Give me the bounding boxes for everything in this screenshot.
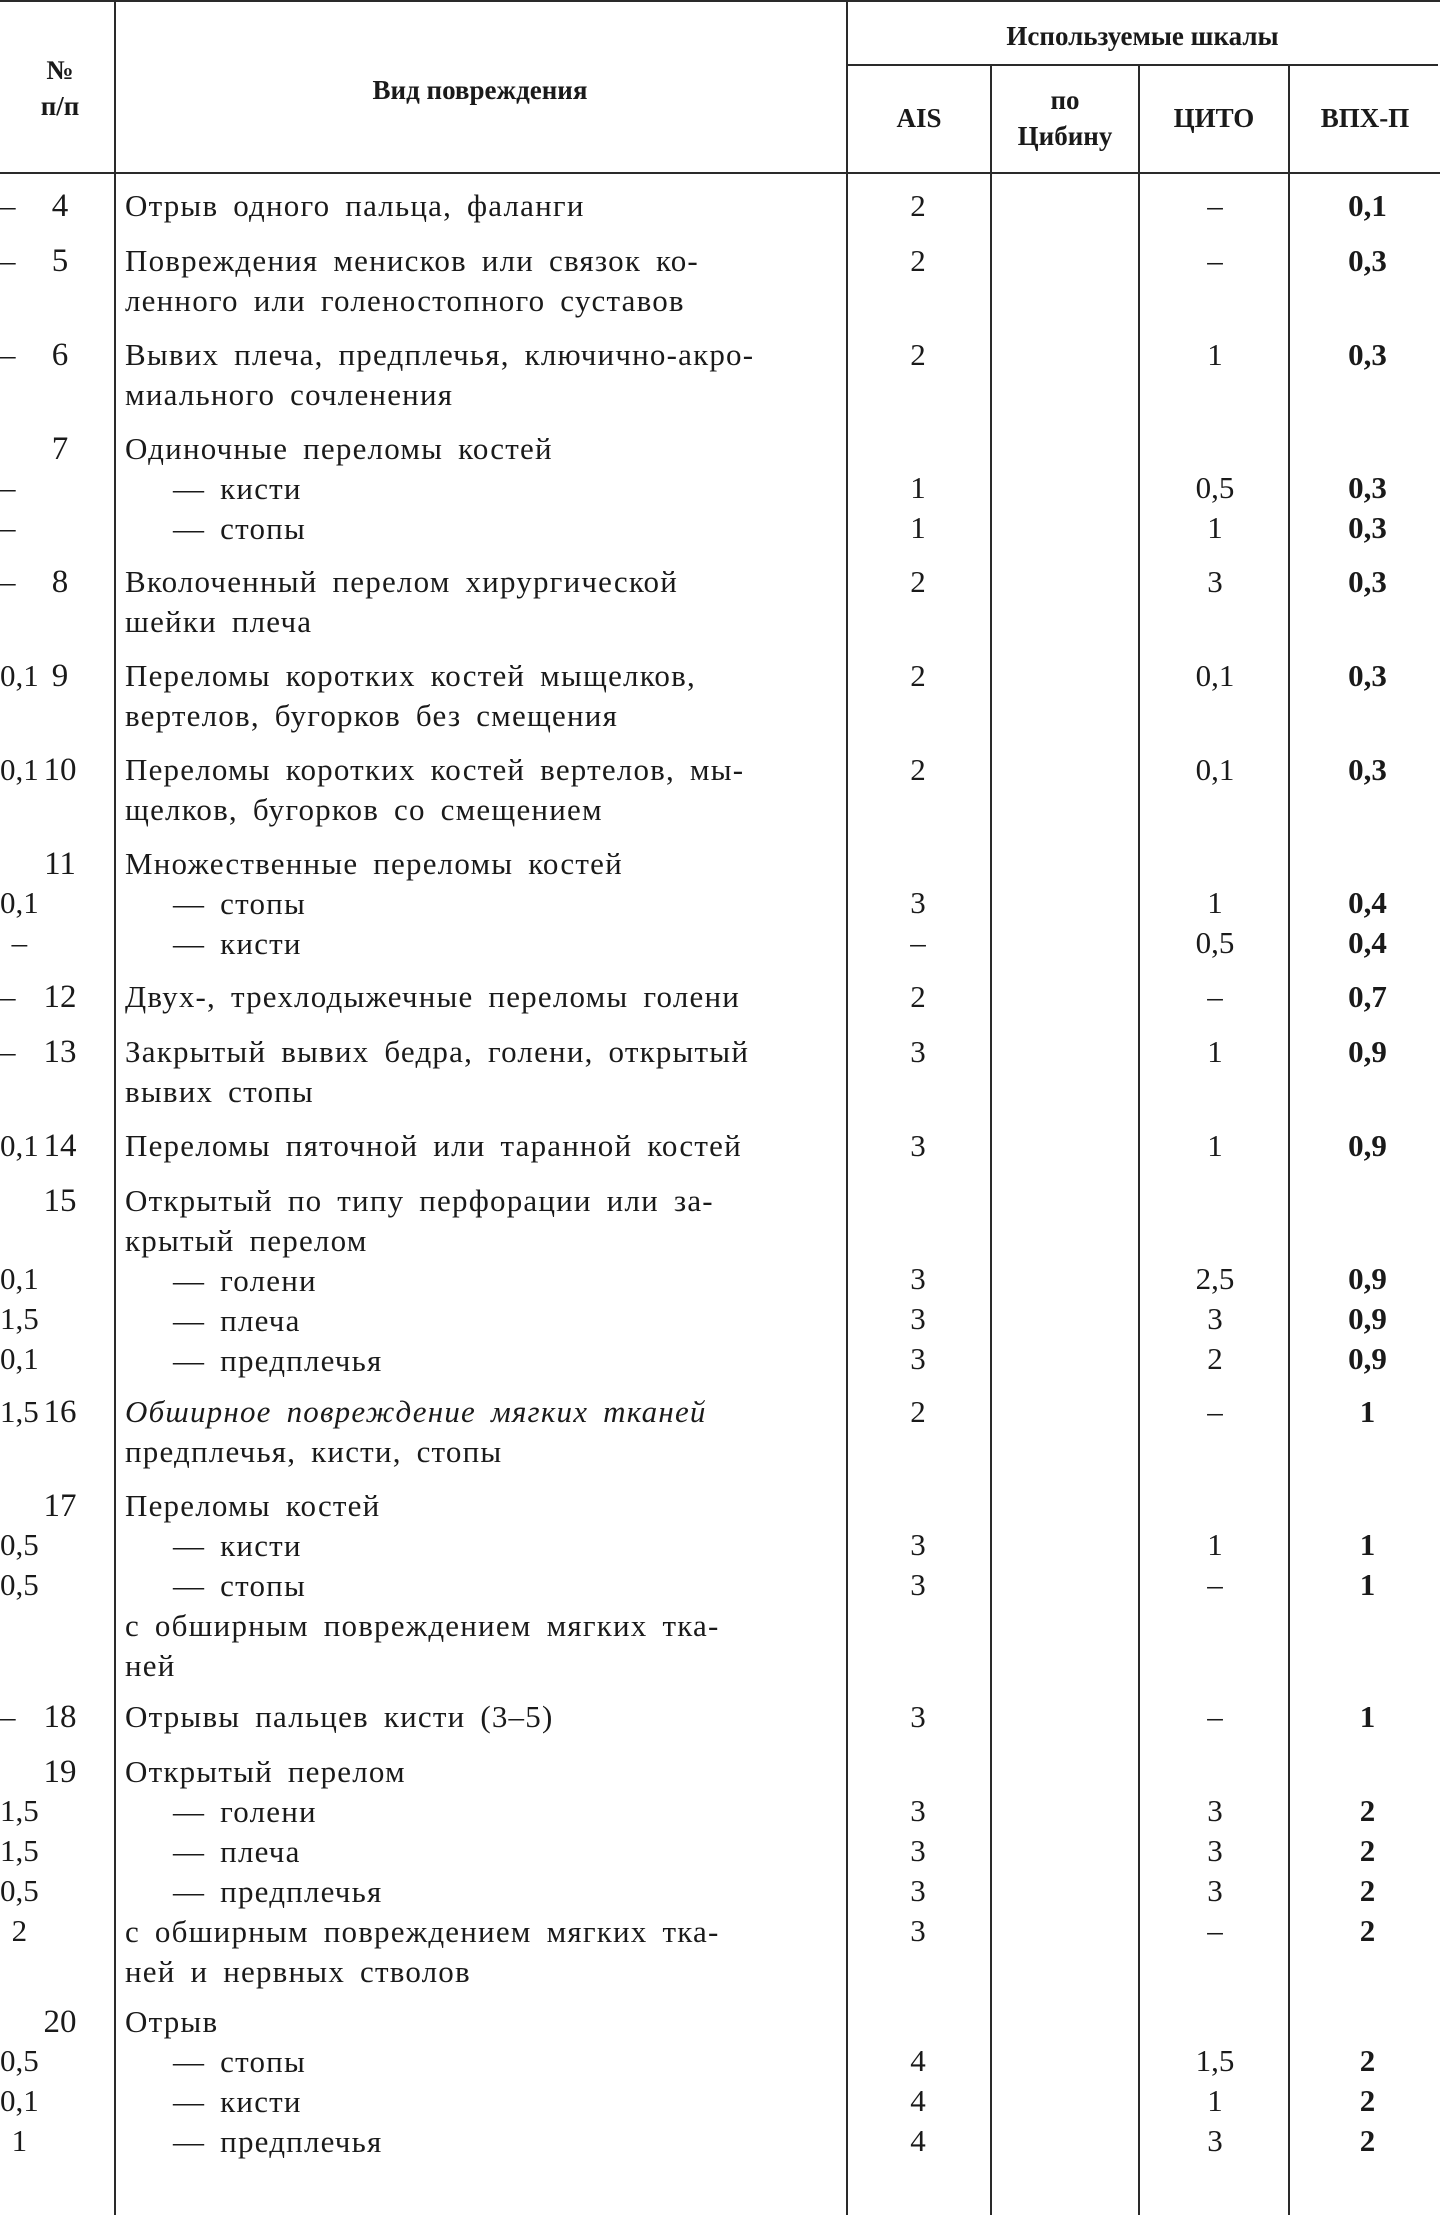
vph-value: 0,3 xyxy=(1348,510,1387,545)
row-number: 16 xyxy=(43,1394,77,1430)
ais-value: 3 xyxy=(910,1913,926,1948)
injury-description xyxy=(125,335,840,415)
vph-value: 2 xyxy=(1359,1873,1376,1908)
vph-value: 0,9 xyxy=(1348,1128,1387,1163)
tsito-value: 0,5 xyxy=(1195,470,1235,505)
tsybin-value-cell xyxy=(0,1259,39,1379)
description-line: Множественные переломы костей xyxy=(125,846,623,881)
ais-value: 2 xyxy=(910,658,926,693)
description-line: — стопы xyxy=(173,511,306,546)
ais-value: 3 xyxy=(910,1128,926,1163)
ais-value-cell xyxy=(858,1392,978,1432)
tsito-value: 2 xyxy=(1207,1341,1223,1376)
vph-value: 1 xyxy=(1359,1394,1376,1429)
ais-value-cell xyxy=(858,1126,978,1166)
row-number: 14 xyxy=(43,1128,77,1164)
tsito-value-cell xyxy=(1155,656,1275,696)
vph-value: 0,4 xyxy=(1348,885,1387,920)
ais-value: 4 xyxy=(910,2123,926,2158)
description-line: — голени xyxy=(173,1794,317,1829)
vph-value: 2 xyxy=(1359,1833,1376,1868)
description-line: Открытый перелом xyxy=(125,1754,406,1789)
row-number: 5 xyxy=(51,243,69,279)
injury-description xyxy=(125,656,840,736)
tsito-value: 3 xyxy=(1207,1873,1223,1908)
tsybin-value: – xyxy=(11,925,28,960)
ais-value: 2 xyxy=(910,752,926,787)
tsybin-value-cell xyxy=(0,1525,39,1605)
vph-value-cell xyxy=(1300,186,1435,226)
tsybin-value: 1,5 xyxy=(0,1301,39,1336)
tsybin-value: 0,1 xyxy=(0,2083,39,2118)
tsito-value: – xyxy=(1207,1567,1223,1602)
ais-value: 3 xyxy=(910,1567,926,1602)
tsybin-value-cell xyxy=(0,562,16,602)
header-ais: AIS xyxy=(896,103,942,133)
description-line: — кисти xyxy=(173,2084,302,2119)
row-number: 19 xyxy=(43,1754,77,1790)
header-num-line1: № xyxy=(46,55,74,85)
vph-value: 2 xyxy=(1359,1913,1376,1948)
tsybin-value: 0,1 xyxy=(0,752,39,787)
scales-group-rule xyxy=(848,64,1438,66)
tsybin-value: – xyxy=(0,1034,16,1069)
ais-value-cell xyxy=(858,977,978,1017)
column-rule-tsito xyxy=(1288,66,1290,2215)
ais-value-cell xyxy=(858,1032,978,1072)
tsito-value: 1 xyxy=(1207,510,1223,545)
ais-value-cell xyxy=(858,335,978,375)
description-line: с обширным повреждением мягких тка- xyxy=(125,1914,720,1949)
description-line: Обширное повреждение мягких тканей xyxy=(125,1394,707,1429)
description-line: с обширным повреждением мягких тка- xyxy=(125,1608,720,1643)
tsybin-value: 1,5 xyxy=(0,1394,39,1429)
tsito-value-cell xyxy=(1155,562,1275,602)
ais-value: 3 xyxy=(910,1527,926,1562)
description-line: — кисти xyxy=(173,926,302,961)
description-line: вертелов, бугорков без смещения xyxy=(125,698,619,733)
ais-value-cell xyxy=(858,1697,978,1737)
header-scales-group: Используемые шкалы xyxy=(1006,21,1279,51)
vph-value: 0,3 xyxy=(1348,337,1387,372)
tsybin-value: 0,5 xyxy=(0,1527,39,1562)
injury-description xyxy=(125,241,840,321)
description-line: Отрыв xyxy=(125,2004,219,2039)
tsito-value: – xyxy=(1207,1699,1223,1734)
ais-value: 4 xyxy=(910,2043,926,2078)
tsybin-value-cell xyxy=(0,750,39,790)
tsito-value: 3 xyxy=(1207,2123,1223,2158)
injury-description xyxy=(125,1697,840,1737)
description-line: щелков, бугорков со смещением xyxy=(125,792,603,827)
injury-description xyxy=(125,429,840,549)
description-line: Одиночные переломы костей xyxy=(125,431,553,466)
row-number: 9 xyxy=(51,658,69,694)
tsybin-value-cell xyxy=(0,241,16,281)
description-line: предплечья, кисти, стопы xyxy=(125,1434,503,1469)
ais-value: 3 xyxy=(910,1873,926,1908)
ais-value-cell xyxy=(858,241,978,281)
tsito-value-cell xyxy=(1155,883,1275,963)
tsito-value-cell xyxy=(1155,977,1275,1017)
row-number: 12 xyxy=(43,979,77,1015)
injury-description xyxy=(125,2002,840,2162)
ais-value: 3 xyxy=(910,885,926,920)
header-tsito: ЦИТО xyxy=(1173,103,1255,133)
vph-value-cell xyxy=(1300,335,1435,375)
vph-value: 0,9 xyxy=(1348,1261,1387,1296)
row-number: 10 xyxy=(43,752,77,788)
vph-value-cell xyxy=(1300,1791,1435,1951)
column-rule-tsybin xyxy=(1138,66,1140,2215)
column-rule-ais xyxy=(990,66,992,2215)
tsybin-value: 0,1 xyxy=(0,1341,39,1376)
description-line: Переломы коротких костей вертелов, мы- xyxy=(125,752,745,787)
vph-value: 0,3 xyxy=(1348,243,1387,278)
vph-value-cell xyxy=(1300,1126,1435,1166)
tsybin-value: – xyxy=(0,188,16,223)
tsybin-value-cell xyxy=(0,1791,39,1951)
ais-value: 3 xyxy=(910,1261,926,1296)
tsito-value: 3 xyxy=(1207,1301,1223,1336)
vph-value: 0,7 xyxy=(1348,979,1387,1014)
tsito-value: 1 xyxy=(1207,337,1223,372)
tsito-value: 3 xyxy=(1207,1793,1223,1828)
tsito-value-cell xyxy=(1155,1032,1275,1072)
vph-value: 0,3 xyxy=(1348,752,1387,787)
injury-description xyxy=(125,1752,840,1992)
tsybin-value: 1,5 xyxy=(0,1793,39,1828)
description-line: — предплечья xyxy=(173,1874,383,1909)
description-line: ней и нервных стволов xyxy=(125,1954,471,1989)
tsybin-value: – xyxy=(0,243,16,278)
tsito-value: 1 xyxy=(1207,2083,1223,2118)
vph-value-cell xyxy=(1300,750,1435,790)
tsito-value-cell xyxy=(1155,2041,1275,2161)
vph-value: 0,3 xyxy=(1348,658,1387,693)
vph-value-cell xyxy=(1300,1697,1435,1737)
tsito-value: – xyxy=(1207,243,1223,278)
tsito-value: – xyxy=(1207,979,1223,1014)
tsybin-value-cell xyxy=(0,977,16,1017)
description-line: Вколоченный перелом хирургической xyxy=(125,564,679,599)
tsito-value-cell xyxy=(1155,1525,1275,1605)
tsybin-value: 1 xyxy=(11,2123,28,2158)
tsybin-value: – xyxy=(0,1699,16,1734)
description-line: вывих стопы xyxy=(125,1074,314,1109)
header-num xyxy=(20,52,100,124)
tsybin-value: 2 xyxy=(11,1913,28,1948)
tsybin-value-cell xyxy=(0,335,16,375)
tsybin-value-cell xyxy=(0,1032,16,1072)
vph-value-cell xyxy=(1300,1525,1435,1605)
tsybin-value-cell xyxy=(0,1392,39,1432)
tsito-value: 1 xyxy=(1207,1128,1223,1163)
ais-value-cell xyxy=(858,2041,978,2161)
injury-description xyxy=(125,562,840,642)
vph-value: 0,4 xyxy=(1348,925,1387,960)
header-vph: ВПХ-П xyxy=(1320,103,1410,133)
description-line: Отрывы пальцев кисти (3–5) xyxy=(125,1699,554,1734)
description-line: — кисти xyxy=(173,1528,302,1563)
tsybin-value: 0,5 xyxy=(0,2043,39,2078)
description-line: Переломы коротких костей мыщелков, xyxy=(125,658,696,693)
vph-value: 1 xyxy=(1359,1567,1376,1602)
vph-value: 0,3 xyxy=(1348,564,1387,599)
ais-value: 1 xyxy=(910,510,926,545)
tsybin-value-cell xyxy=(0,883,39,963)
header-tsybin-line2: Цибину xyxy=(1017,121,1113,151)
ais-value-cell xyxy=(858,883,978,963)
tsito-value: 1 xyxy=(1207,885,1223,920)
vph-value: 2 xyxy=(1359,1793,1376,1828)
description-line: — плеча xyxy=(173,1303,301,1338)
tsito-value: 1,5 xyxy=(1195,2043,1235,2078)
description-line: — стопы xyxy=(173,2044,306,2079)
row-number: 13 xyxy=(43,1034,77,1070)
injury-description xyxy=(125,186,840,226)
tsito-value-cell xyxy=(1155,750,1275,790)
description-line: Вывих плеча, предплечья, ключично-акро- xyxy=(125,337,755,372)
description-line: Открытый по типу перфорации или за- xyxy=(125,1183,714,1218)
ais-value: 3 xyxy=(910,1793,926,1828)
ais-value: 3 xyxy=(910,1034,926,1069)
ais-value-cell xyxy=(858,468,978,548)
tsito-value-cell xyxy=(1155,1697,1275,1737)
injury-description xyxy=(125,750,840,830)
tsito-value: 1 xyxy=(1207,1034,1223,1069)
vph-value: 0,9 xyxy=(1348,1034,1387,1069)
tsybin-value: – xyxy=(0,470,16,505)
header-bottom-rule xyxy=(0,172,1440,174)
description-line: — голени xyxy=(173,1263,317,1298)
description-line: Переломы костей xyxy=(125,1488,381,1523)
tsybin-value: – xyxy=(0,510,16,545)
header-num-line2: п/п xyxy=(40,91,80,121)
tsybin-value: – xyxy=(0,979,16,1014)
tsito-value: – xyxy=(1207,188,1223,223)
vph-value-cell xyxy=(1300,1259,1435,1379)
vph-value: 0,9 xyxy=(1348,1301,1387,1336)
vph-value-cell xyxy=(1300,562,1435,602)
vph-value-cell xyxy=(1300,468,1435,548)
tsito-value: – xyxy=(1207,1394,1223,1429)
tsito-value-cell xyxy=(1155,186,1275,226)
ais-value-cell xyxy=(858,1259,978,1379)
row-number: 4 xyxy=(51,188,69,224)
vph-value-cell xyxy=(1300,977,1435,1017)
column-rule-num xyxy=(114,0,116,2215)
tsito-value: 0,5 xyxy=(1195,925,1235,960)
injury-description xyxy=(125,1181,840,1381)
tsybin-value-cell xyxy=(0,1697,16,1737)
tsybin-value: – xyxy=(0,564,16,599)
injury-description xyxy=(125,844,840,964)
description-line: Повреждения менисков или связок ко- xyxy=(125,243,699,278)
column-rule-injury xyxy=(846,0,848,2215)
row-number: 18 xyxy=(43,1699,77,1735)
ais-value-cell xyxy=(858,186,978,226)
tsito-value: 1 xyxy=(1207,1527,1223,1562)
ais-value-cell xyxy=(858,750,978,790)
header-tsybin-line1: по xyxy=(1050,85,1080,115)
vph-value-cell xyxy=(1300,656,1435,696)
ais-value-cell xyxy=(858,656,978,696)
tsybin-value: 1,5 xyxy=(0,1833,39,1868)
tsito-value-cell xyxy=(1155,335,1275,375)
ais-value: 3 xyxy=(910,1301,926,1336)
description-line: — кисти xyxy=(173,471,302,506)
tsito-value: 2,5 xyxy=(1195,1261,1235,1296)
vph-value: 2 xyxy=(1359,2123,1376,2158)
tsybin-value: 0,1 xyxy=(0,1128,39,1163)
tsybin-value-cell xyxy=(0,468,16,548)
vph-value: 0,1 xyxy=(1348,188,1387,223)
vph-value-cell xyxy=(1300,241,1435,281)
tsybin-value: 0,1 xyxy=(0,1261,39,1296)
tsito-value-cell xyxy=(1155,241,1275,281)
tsito-value-cell xyxy=(1155,1392,1275,1432)
tsybin-value-cell xyxy=(0,2041,39,2161)
table-top-rule xyxy=(0,0,1440,2)
row-number: 11 xyxy=(44,846,76,882)
tsybin-value: 0,5 xyxy=(0,1873,39,1908)
vph-value: 1 xyxy=(1359,1699,1376,1734)
ais-value: 4 xyxy=(910,2083,926,2118)
tsybin-value: – xyxy=(0,337,16,372)
row-number: 6 xyxy=(51,337,69,373)
tsybin-value: 0,1 xyxy=(0,885,39,920)
injury-description xyxy=(125,1486,840,1686)
ais-value: 3 xyxy=(910,1833,926,1868)
ais-value: 2 xyxy=(910,188,926,223)
description-line: — плеча xyxy=(173,1834,301,1869)
description-line: — предплечья xyxy=(173,1343,383,1378)
tsito-value-cell xyxy=(1155,1126,1275,1166)
row-number: 17 xyxy=(43,1488,77,1524)
description-line: Отрыв одного пальца, фаланги xyxy=(125,188,585,223)
tsybin-value: 0,5 xyxy=(0,1567,39,1602)
vph-value-cell xyxy=(1300,2041,1435,2161)
tsybin-value: 0,1 xyxy=(0,658,39,693)
description-line: ленного или голеностопного суставов xyxy=(125,283,685,318)
ais-value-cell xyxy=(858,562,978,602)
header-injury: Вид повреждения xyxy=(372,75,588,105)
description-line: ней xyxy=(125,1648,176,1683)
ais-value: 1 xyxy=(910,470,926,505)
description-line: миального сочленения xyxy=(125,377,454,412)
ais-value: 2 xyxy=(910,337,926,372)
row-number: 8 xyxy=(51,564,69,600)
vph-value: 2 xyxy=(1359,2083,1376,2118)
description-line: — предплечья xyxy=(173,2124,383,2159)
vph-value: 2 xyxy=(1359,2043,1376,2078)
ais-value: 3 xyxy=(910,1341,926,1376)
description-line: Двух-, трехлодыжечные переломы голени xyxy=(125,979,741,1014)
ais-value-cell xyxy=(858,1525,978,1605)
ais-value: 2 xyxy=(910,979,926,1014)
row-number: 15 xyxy=(43,1183,77,1219)
ais-value: – xyxy=(910,925,926,960)
description-line: шейки плеча xyxy=(125,604,313,639)
row-number: 20 xyxy=(43,2004,77,2040)
tsito-value: 0,1 xyxy=(1195,752,1235,787)
row-number: 7 xyxy=(51,431,69,467)
injury-description xyxy=(125,977,840,1017)
tsito-value-cell xyxy=(1155,1259,1275,1379)
description-line: Переломы пяточной или таранной костей xyxy=(125,1128,742,1163)
tsito-value: 3 xyxy=(1207,1833,1223,1868)
vph-value-cell xyxy=(1300,1032,1435,1072)
tsito-value: 0,1 xyxy=(1195,658,1235,693)
description-line: Закрытый вывих бедра, голени, открытый xyxy=(125,1034,750,1069)
tsito-value-cell xyxy=(1155,468,1275,548)
ais-value: 3 xyxy=(910,1699,926,1734)
injury-description xyxy=(125,1392,840,1472)
ais-value: 2 xyxy=(910,564,926,599)
vph-value-cell xyxy=(1300,883,1435,963)
description-line: крытый перелом xyxy=(125,1223,368,1258)
vph-value: 1 xyxy=(1359,1527,1376,1562)
ais-value-cell xyxy=(858,1791,978,1951)
tsybin-value-cell xyxy=(0,656,39,696)
ais-value: 2 xyxy=(910,243,926,278)
header-tsybin xyxy=(992,82,1138,154)
vph-value-cell xyxy=(1300,1392,1435,1432)
tsybin-value-cell xyxy=(0,186,16,226)
tsito-value: – xyxy=(1207,1913,1223,1948)
tsybin-value-cell xyxy=(0,1126,39,1166)
description-line: — стопы xyxy=(173,886,306,921)
description-line: — стопы xyxy=(173,1568,306,1603)
ais-value: 2 xyxy=(910,1394,926,1429)
injury-description xyxy=(125,1032,840,1112)
tsito-value-cell xyxy=(1155,1791,1275,1951)
vph-value: 0,9 xyxy=(1348,1341,1387,1376)
tsito-value: 3 xyxy=(1207,564,1223,599)
vph-value: 0,3 xyxy=(1348,470,1387,505)
injury-description xyxy=(125,1126,840,1166)
